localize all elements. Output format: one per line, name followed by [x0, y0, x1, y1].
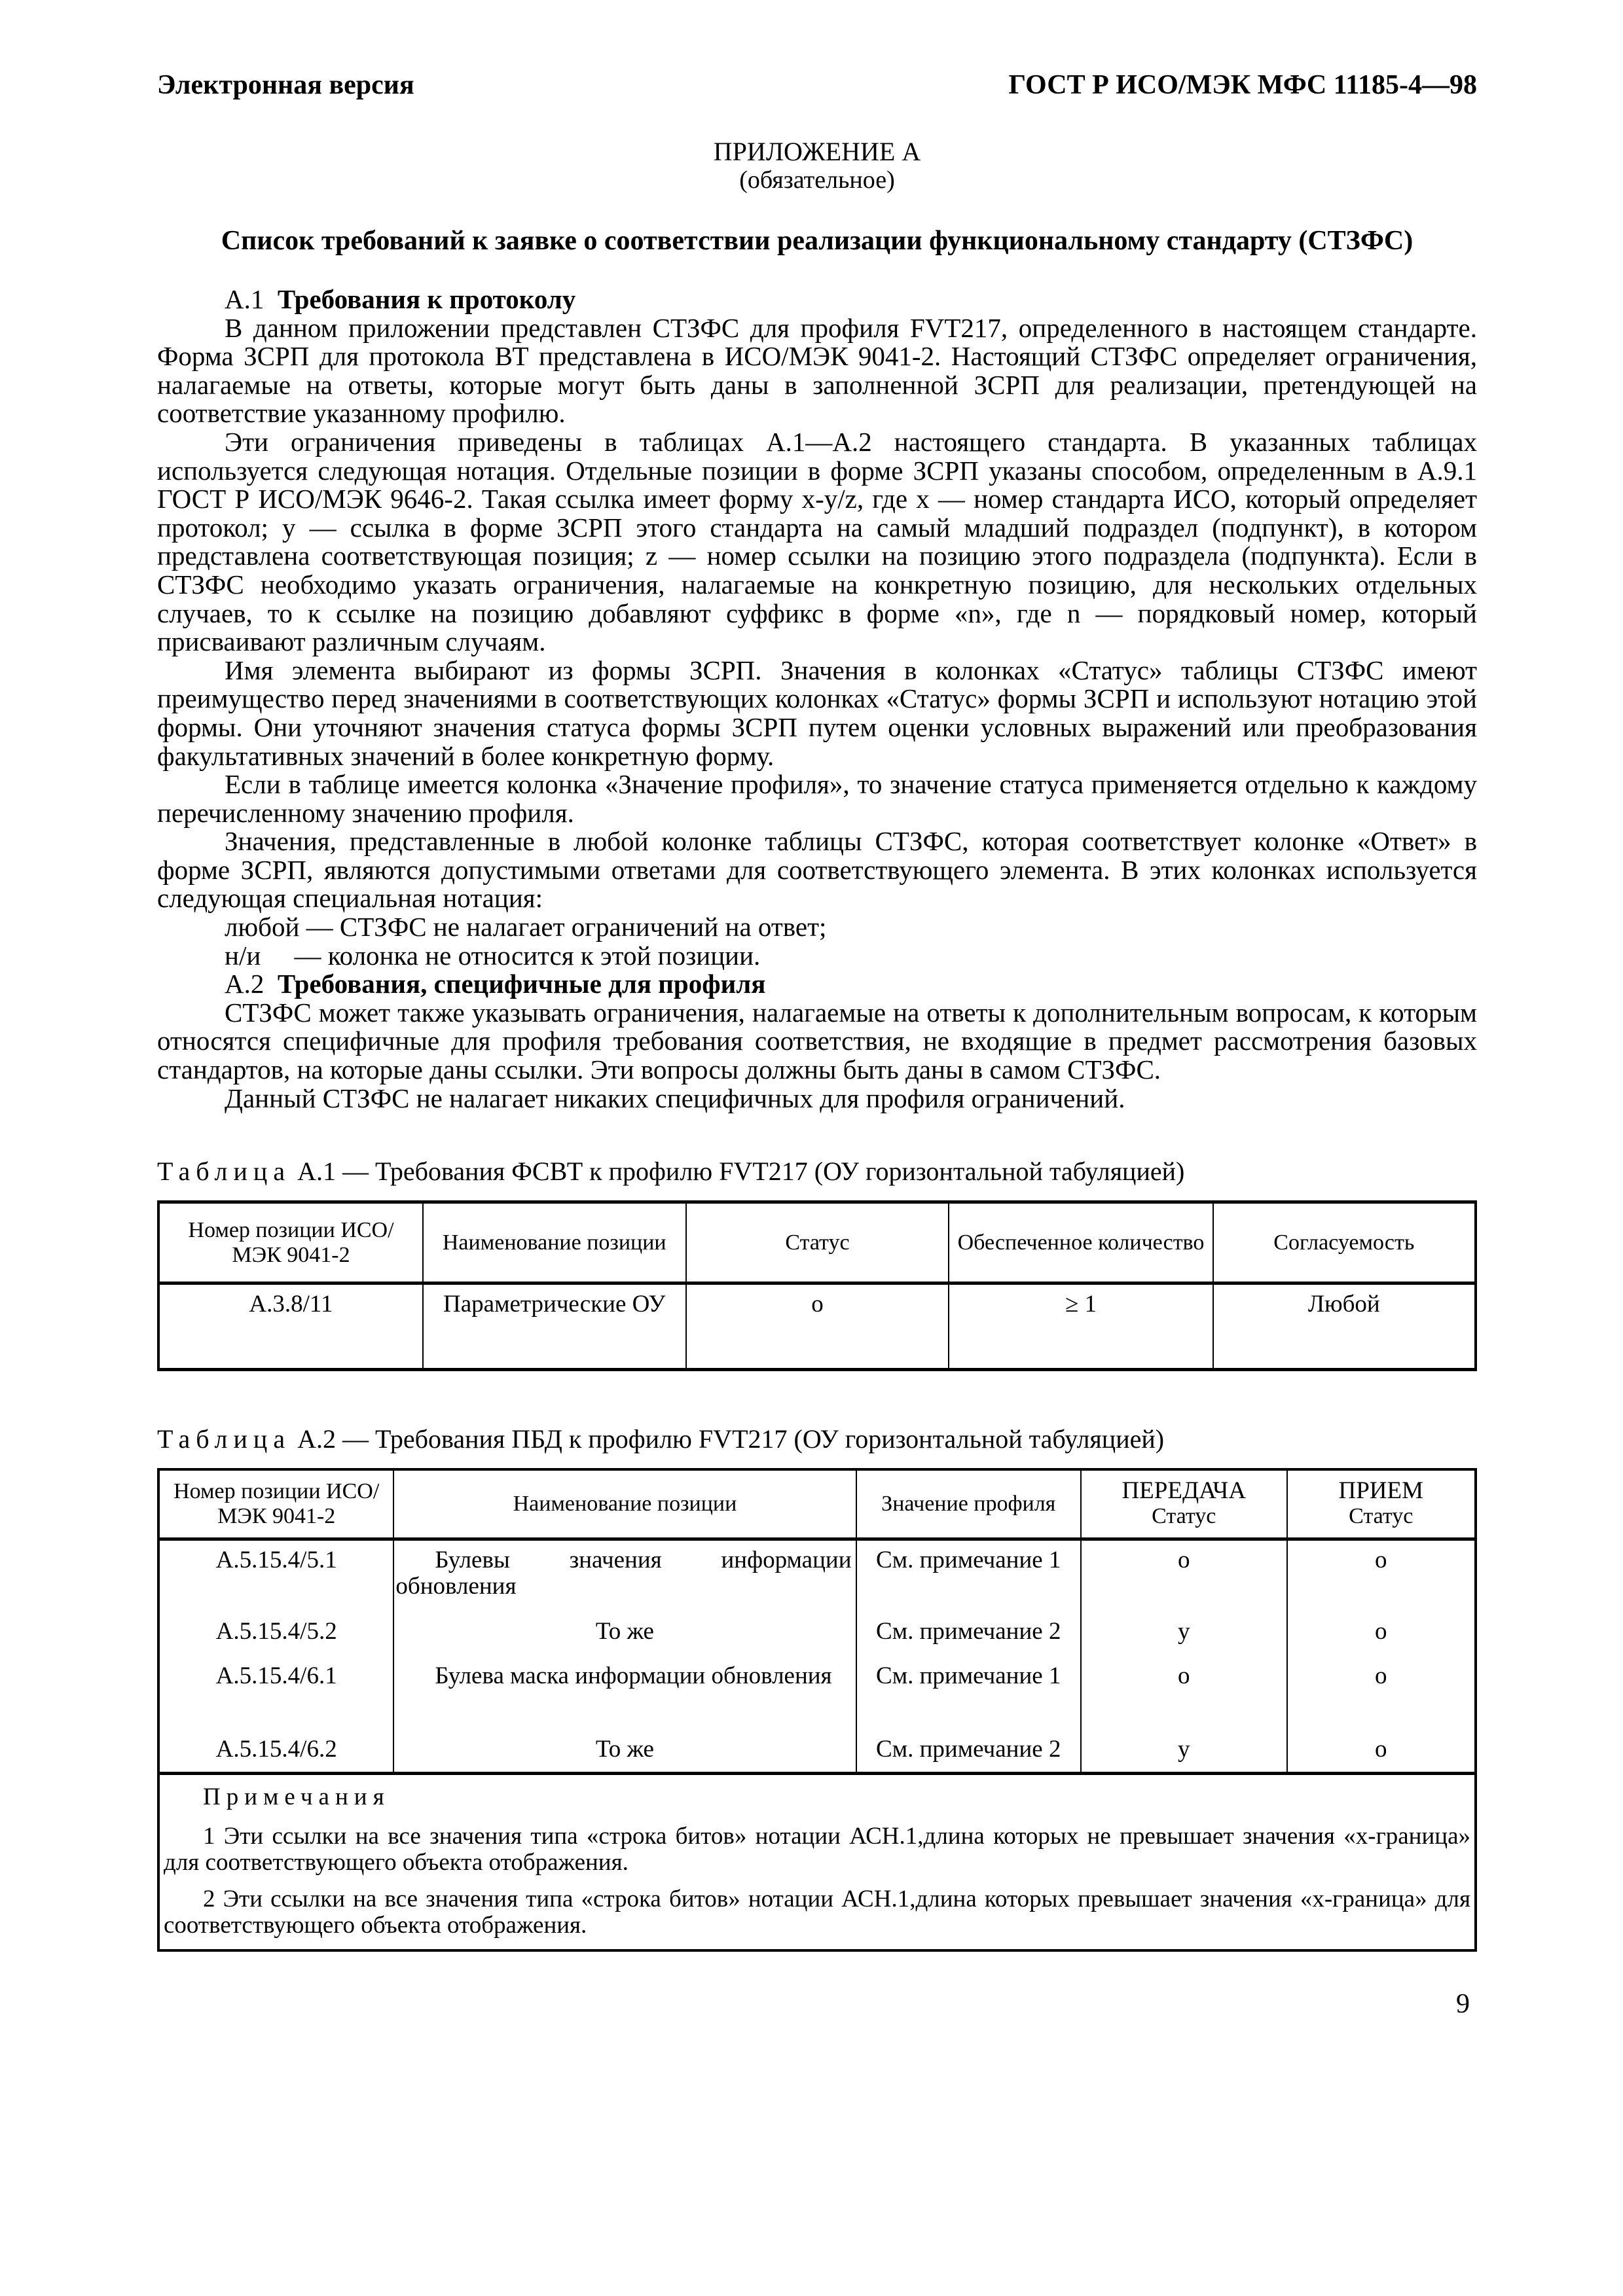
table-cell: о [1287, 1657, 1476, 1730]
table-cell: о [1287, 1612, 1476, 1657]
table-cell: Любой [1213, 1283, 1476, 1370]
table-row [158, 1657, 1476, 1730]
header-left: Электронная версия [157, 70, 414, 100]
table-cell: То же [393, 1612, 856, 1657]
section-number: А.1 [225, 284, 264, 314]
table-header-row [158, 1202, 1476, 1283]
table-cell: А.5.15.4/6.1 [158, 1657, 393, 1730]
paragraph: Эти ограничения приведены в таблицах А.1—А.2 настоящего стандарта. В указанных таблицах используется следующая нотация. Отдельные позиции в форме ЗСРП указаны способом, определенным в А.9.1 ГОСТ Р ИСО/МЭК 9646-2. Такая ссылка имеет форму x-y/z, где x — номер стандарта ИСО, который определяет протокол; y — ссылка в форме ЗСРП этого стандарта на самый младший подраздел (подпункт), в котором представлена соответствующая позиция; z — номер ссылки на позицию этого подраздела (подпункта). Если в СТЗФС необходимо указать ограничения, налагаемые на конкретную позицию, для нескольких отдельных случаев, то к ссылке на позицию добавляют суффикс в форме «n», где n — порядковый номер, который присваивают различным случаям. [157, 426, 1477, 657]
table-cell: То же [393, 1730, 856, 1773]
table-a2 [157, 1468, 1477, 1952]
column-header [1287, 1469, 1476, 1539]
table-cell: А.5.15.4/5.1 [158, 1539, 393, 1612]
paragraph: В данном приложении представлен СТЗФС для профиля FVT217, определенного в настоящем стандарте. Форма ЗСРП для протокола ВТ представлена в ИСО/МЭК 9041-2. Настоящий СТЗФС определяет ограничения, налагаемые на ответы, которые могут быть даны в заполненной ЗСРП для реализации, претендующей на соответствие указанному профилю. [157, 312, 1477, 429]
table-cell: у [1081, 1730, 1287, 1773]
table-row [158, 1283, 1476, 1370]
table-cell: А.5.15.4/5.2 [158, 1612, 393, 1657]
header-line: ПРИЕМ [1338, 1477, 1424, 1505]
notation-list [157, 913, 1477, 970]
notation-item: любой — СТЗФС не налагает ограничений на ответ; [225, 912, 827, 942]
notes-cell [158, 1773, 1476, 1950]
table-cell: См. примечание 1 [856, 1539, 1081, 1612]
table-cell: Булева маска информации обновления [393, 1657, 856, 1730]
caption-text: А.1 — Требования ФСВТ к профилю FVT217 (ОУ горизонтальной табуляцией) [297, 1157, 1185, 1186]
section-a2-heading [157, 970, 1477, 999]
paragraph: Значения, представленные в любой колонке таблицы СТЗФС, которая соответствует колонке «Ответ» в форме ЗСРП, являются допустимыми ответами для соответствующего элемента. В этих колонках используется следующая специальная нотация: [157, 826, 1477, 914]
table-cell: ≥ 1 [949, 1283, 1213, 1370]
table-cell: о [686, 1283, 949, 1370]
header-right: ГОСТ Р ИСО/МЭК МФС 11185-4—98 [1008, 70, 1477, 100]
section-title: Требования к протоколу [277, 284, 576, 314]
table1-caption [157, 1156, 1184, 1187]
table-cell: Параметрические ОУ [423, 1283, 686, 1370]
caption-label: Таблица [157, 1157, 291, 1186]
notation-item: н/и — колонка не относится к этой позиции. [225, 940, 761, 971]
table-a1 [157, 1200, 1477, 1371]
column-header: Наименование позиции [423, 1202, 686, 1283]
section-a1-heading [157, 285, 1477, 314]
caption-label: Таблица [157, 1424, 291, 1454]
table-row [158, 1612, 1476, 1657]
caption-text: А.2 — Требования ПБД к профилю FVT217 (ОУ горизонтальной табуляцией) [297, 1424, 1165, 1454]
column-header: Обеспеченное количество [949, 1202, 1213, 1283]
notes-title: Примечания [203, 1783, 390, 1810]
column-header: Значение профиля [856, 1469, 1081, 1539]
paragraph: Если в таблице имеется колонка «Значение профиля», то значение статуса применяется отдельно к каждому перечисленному значению профиля. [157, 769, 1477, 828]
table-header-row [158, 1469, 1476, 1539]
table-cell: См. примечание 2 [856, 1612, 1081, 1657]
paragraph: СТЗФС может также указывать ограничения, налагаемые на ответы к дополнительным вопросам, к которым относятся специфичные для профиля требования соответствия, не входящие в предмет рассмотрения базовых стандартов, на которые даны ссылки. Эти вопросы должны быть даны в самом СТЗФС. [157, 997, 1477, 1085]
column-header: Номер позиции ИСО/МЭК 9041-2 [158, 1469, 393, 1539]
appendix-subtitle: (обязательное) [739, 166, 895, 194]
table-cell: См. примечание 2 [856, 1730, 1081, 1773]
notes-row [158, 1773, 1476, 1950]
table-cell: о [1081, 1657, 1287, 1730]
table-cell: См. примечание 1 [856, 1657, 1081, 1730]
paragraph: Имя элемента выбирают из формы ЗСРП. Значения в колонках «Статус» таблицы СТЗФС имеют преимущество перед значениями в соответствующих колонках «Статус» формы ЗСРП и используют нотацию этой формы. Они уточняют значения статуса формы ЗСРП путем оценки условных выражений или преобразования факультативных значений в более конкретную форму. [157, 655, 1477, 771]
column-header: Номер позиции ИСО/МЭК 9041-2 [158, 1202, 423, 1283]
table-cell: А.5.15.4/6.2 [158, 1730, 393, 1773]
header-line: ПЕРЕДАЧА [1122, 1477, 1247, 1505]
header-line: Статус [1349, 1504, 1413, 1529]
appendix-title: ПРИЛОЖЕНИЕ А [713, 137, 921, 166]
column-header: Статус [686, 1202, 949, 1283]
note: 2 Эти ссылки на все значения типа «строка битов» нотации АСН.1,длина которых превышает значения «x-граница» для соответствующего объекта отображения. [164, 1885, 1470, 1939]
note: 1 Эти ссылки на все значения типа «строка битов» нотации АСН.1,длина которых не превышает значения «x-граница» для соответствующего объекта отображения. [164, 1822, 1470, 1876]
table-cell: о [1287, 1730, 1476, 1773]
section-number: А.2 [225, 969, 264, 999]
header-line: Статус [1152, 1504, 1216, 1529]
document-title: Список требований к заявке о соответствии реализации функциональному стандарту (СТЗФС) [221, 226, 1413, 256]
table-cell: о [1287, 1539, 1476, 1612]
table-cell: А.3.8/11 [158, 1283, 423, 1370]
table2-caption [157, 1424, 1164, 1454]
column-header: Наименование позиции [393, 1469, 856, 1539]
paragraph: Данный СТЗФС не налагает никаких специфичных для профиля ограничений. [225, 1083, 1125, 1113]
page-number: 9 [1456, 1989, 1470, 2019]
table-row [158, 1730, 1476, 1773]
section-title: Требования, специфичные для профиля [277, 969, 766, 999]
table-cell: Булевы значения информации обновления [393, 1539, 856, 1612]
table-cell: о [1081, 1539, 1287, 1612]
table-cell: у [1081, 1612, 1287, 1657]
column-header: Согласуемость [1213, 1202, 1476, 1283]
column-header [1081, 1469, 1287, 1539]
body-text [157, 285, 1477, 1113]
table-row [158, 1539, 1476, 1612]
